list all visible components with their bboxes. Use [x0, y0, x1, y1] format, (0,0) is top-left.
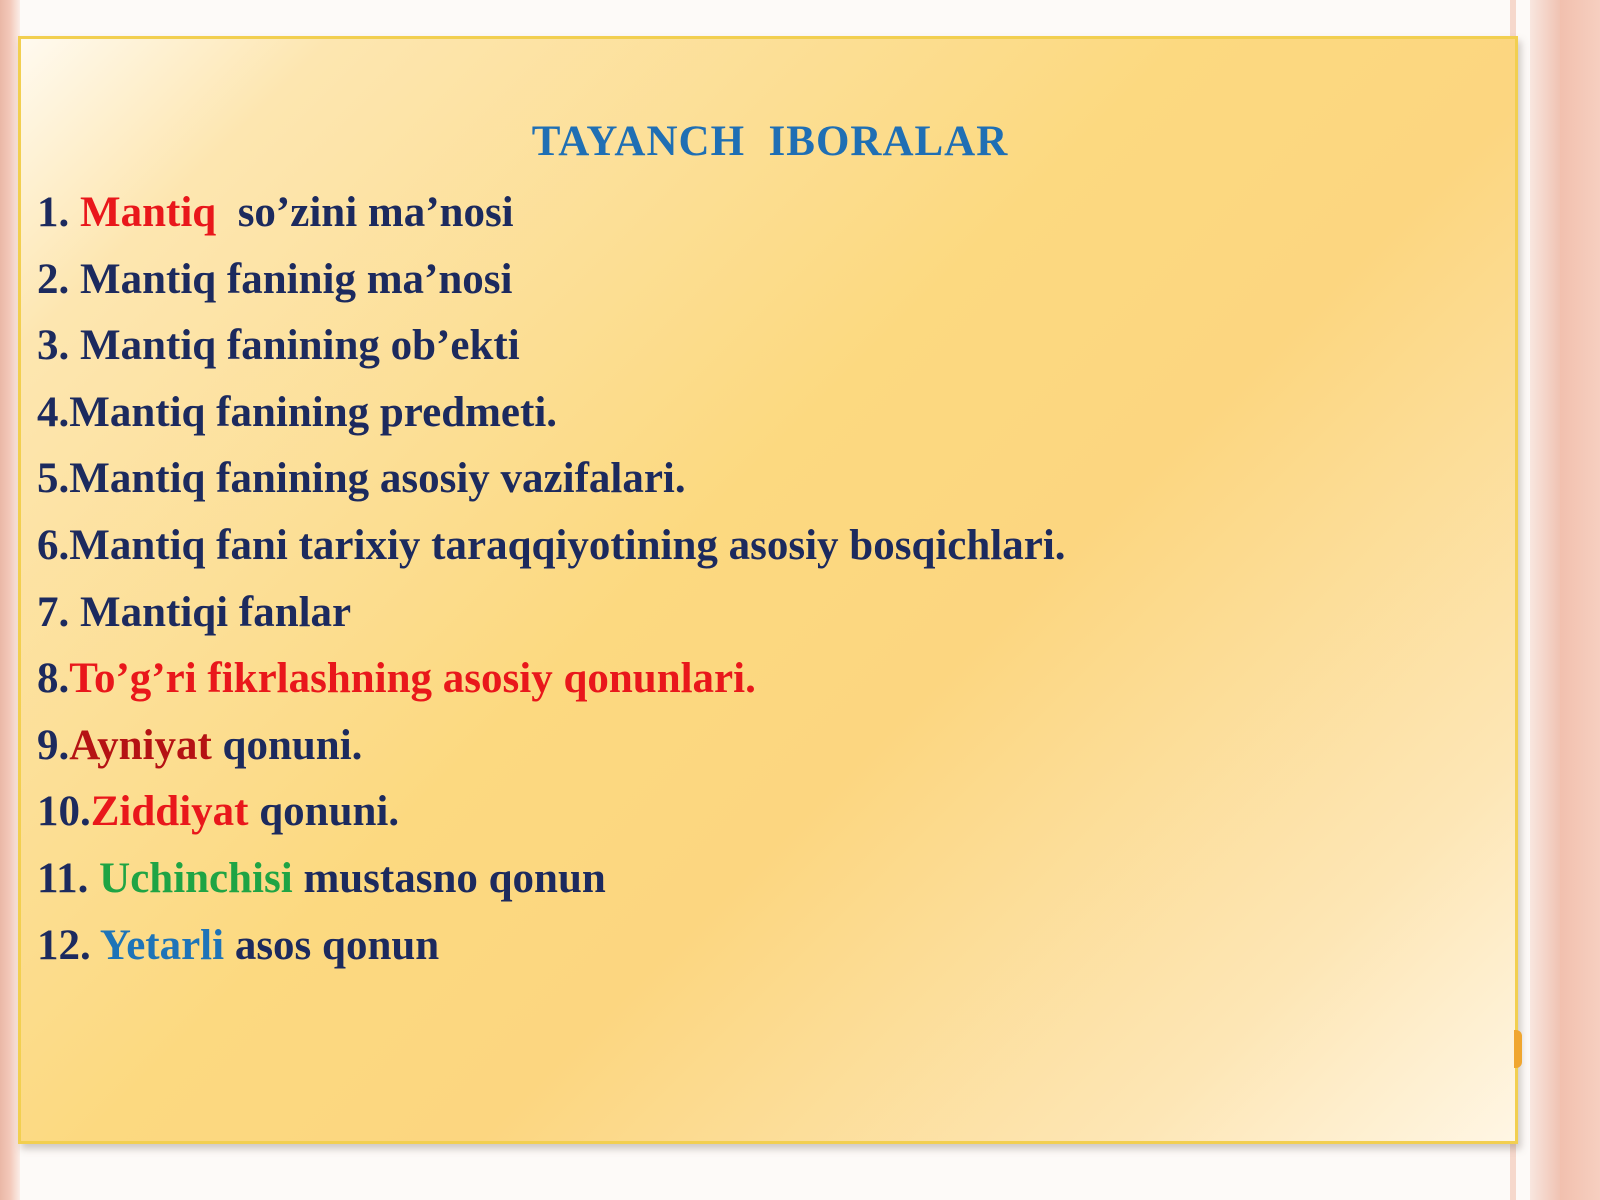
term-number: 6. — [37, 521, 70, 569]
term-number: 5. — [37, 455, 70, 503]
term-number: 3. — [37, 322, 80, 370]
term-number: 1. — [37, 189, 80, 236]
term-item-10 — [37, 782, 1066, 849]
term-number: 11. — [37, 854, 100, 902]
term-highlight: Yetarli — [99, 921, 225, 969]
term-item-5 — [37, 449, 1066, 516]
content-panel — [18, 36, 1518, 1144]
term-number: 8. — [37, 655, 70, 703]
term-item-9 — [37, 716, 1066, 783]
terms-list — [37, 183, 1066, 982]
term-number: 10. — [37, 788, 91, 836]
slide-title: TAYANCH IBORALAR — [531, 118, 1009, 165]
term-highlight: To’g’ri fikrlashning asosiy qonunlari. — [69, 655, 756, 703]
term-text: Mantiqi fanlar — [80, 588, 352, 636]
term-text: Mantiq fanining asosiy vazifalari. — [69, 455, 686, 503]
term-item-12 — [37, 916, 1066, 983]
term-number: 2. — [37, 255, 80, 303]
term-number: 12. — [37, 921, 100, 969]
term-text: asos qonun — [224, 921, 440, 969]
term-text: Mantiq fani tarixiy taraqqiyotining asosiy bosqichlari. — [69, 521, 1066, 569]
term-text: qonuni. — [211, 721, 363, 769]
term-item-6 — [37, 516, 1066, 583]
left-decorative-edge — [0, 0, 20, 1200]
term-number: 7. — [37, 588, 80, 636]
decorative-orange-tab — [1514, 1030, 1522, 1068]
term-highlight: Mantiq — [80, 189, 217, 236]
term-item-1 — [37, 183, 1066, 250]
term-number: 4. — [37, 388, 70, 436]
term-item-4 — [37, 383, 1066, 450]
term-item-2 — [37, 250, 1066, 317]
term-item-7 — [37, 583, 1066, 650]
term-item-11 — [37, 849, 1066, 916]
term-text: qonuni. — [248, 788, 400, 836]
term-text: mustasno qonun — [292, 854, 606, 902]
term-text: Mantiq fanining predmeti. — [69, 388, 558, 436]
term-text: so’zini ma’nosi — [216, 189, 514, 236]
term-highlight: Uchinchisi — [99, 854, 293, 902]
term-text: Mantiq faninig ma’nosi — [80, 255, 513, 303]
right-decorative-stripe-outer — [1560, 0, 1600, 1200]
right-decorative-stripe — [1530, 0, 1560, 1200]
term-item-3 — [37, 316, 1066, 383]
term-item-8 — [37, 649, 1066, 716]
term-highlight: Ayniyat — [69, 721, 212, 769]
term-highlight: Ziddiyat — [90, 788, 249, 836]
term-text: Mantiq fanining ob’ekti — [80, 322, 520, 370]
term-number: 9. — [37, 721, 70, 769]
